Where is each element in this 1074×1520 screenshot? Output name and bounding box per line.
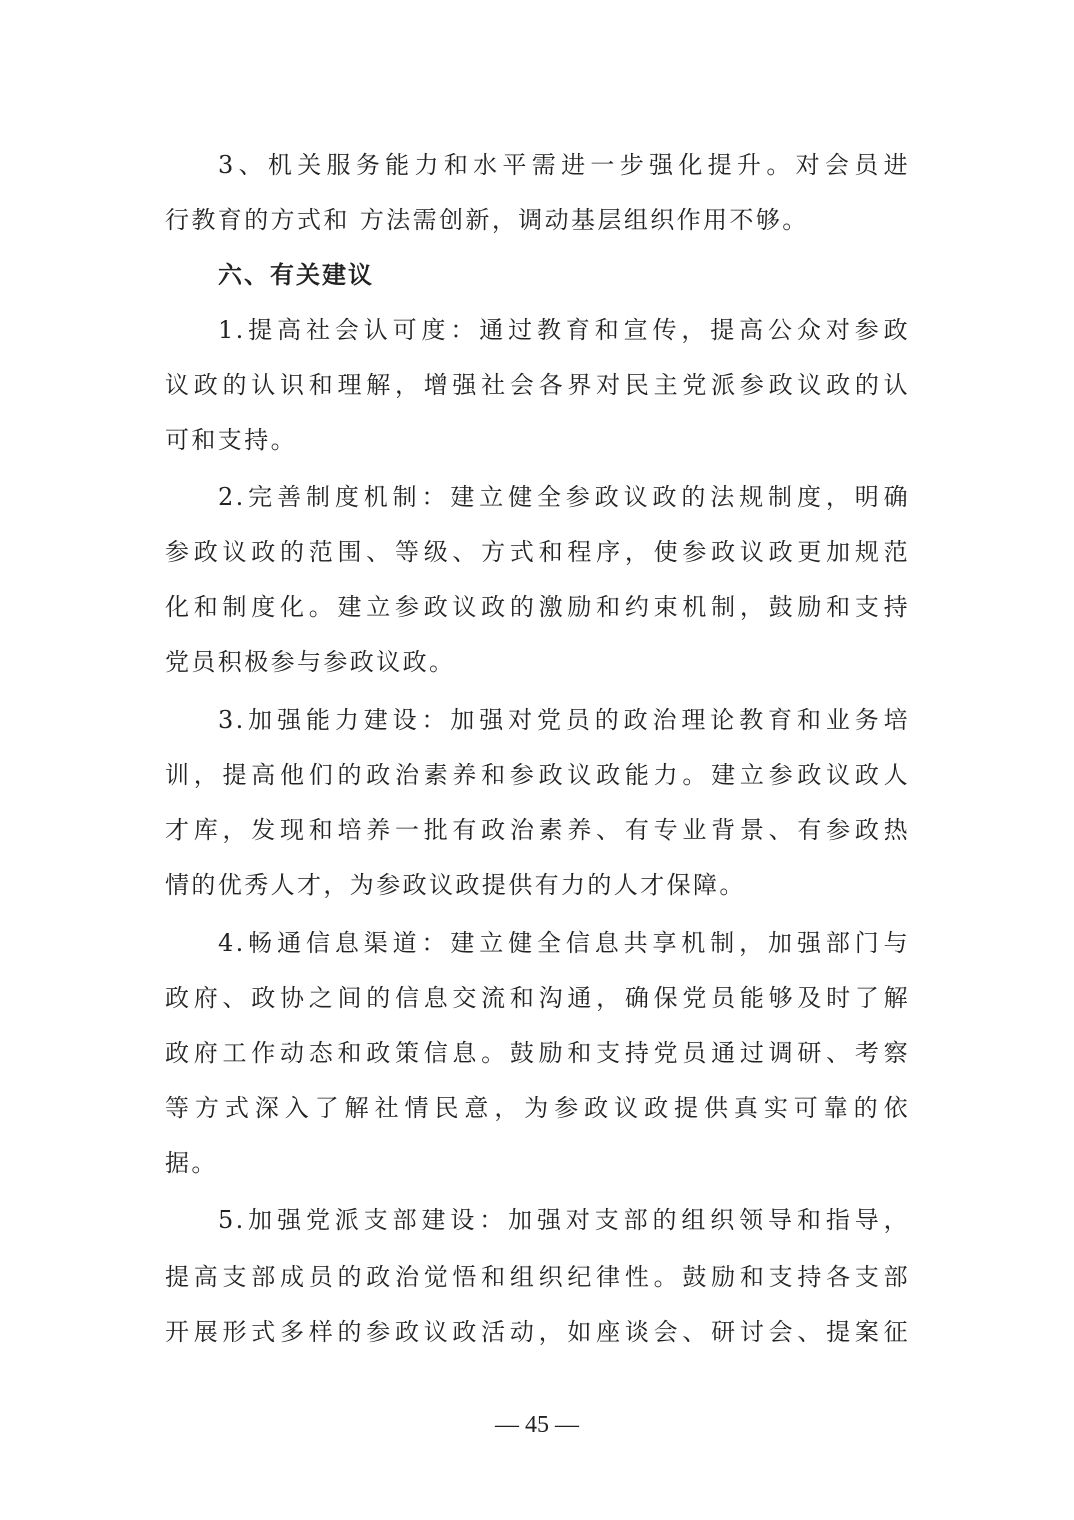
paragraph-line: 2.完善制度机制：建立健全参政议政的法规制度，明确 — [218, 483, 910, 511]
paragraph-line: 才库，发现和培养一批有政治素养、有专业背景、有参政热 — [165, 816, 910, 844]
paragraph-line: 议政的认识和理解，增强社会各界对民主党派参政议政的认 — [165, 371, 910, 399]
paragraph-line: 党员积极参与参政议政。 — [165, 648, 456, 676]
paragraph-line: 政府、政协之间的信息交流和沟通，确保党员能够及时了解 — [165, 984, 910, 1012]
paragraph-line: 参政议政的范围、等级、方式和程序，使参政议政更加规范 — [165, 538, 910, 566]
paragraph-line: 3、机关服务能力和水平需进一步强化提升。对会员进 — [218, 151, 910, 179]
paragraph-line: 开展形式多样的参政议政活动，如座谈会、研讨会、提案征 — [165, 1318, 910, 1346]
paragraph-line: 1.提高社会认可度：通过教育和宣传，提高公众对参政 — [218, 316, 910, 344]
paragraph-line: 化和制度化。建立参政议政的激励和约束机制，鼓励和支持 — [165, 593, 910, 621]
paragraph-line: 5.加强党派支部建设：加强对支部的组织领导和指导， — [218, 1206, 910, 1234]
paragraph-line: 政府工作动态和政策信息。鼓励和支持党员通过调研、考察 — [165, 1039, 910, 1067]
paragraph-line: 行教育的方式和 方法需创新，调动基层组织作用不够。 — [165, 206, 809, 234]
paragraph-line: 提高支部成员的政治觉悟和组织纪律性。鼓励和支持各支部 — [165, 1263, 910, 1291]
paragraph-line: 4.畅通信息渠道：建立健全信息共享机制，加强部门与 — [218, 929, 910, 957]
page-number: — 45 — — [495, 1412, 579, 1438]
paragraph-line: 等方式深入了解社情民意，为参政议政提供真实可靠的依 — [165, 1094, 910, 1122]
paragraph-line: 据。 — [165, 1149, 218, 1177]
paragraph-line: 训，提高他们的政治素养和参政议政能力。建立参政议政人 — [165, 761, 910, 789]
paragraph-line: 3.加强能力建设：加强对党员的政治理论教育和业务培 — [218, 706, 910, 734]
paragraph-line: 情的优秀人才，为参政议政提供有力的人才保障。 — [165, 871, 746, 899]
paragraph-line: 可和支持。 — [165, 426, 297, 454]
section-heading: 六、有关建议 — [218, 261, 374, 289]
